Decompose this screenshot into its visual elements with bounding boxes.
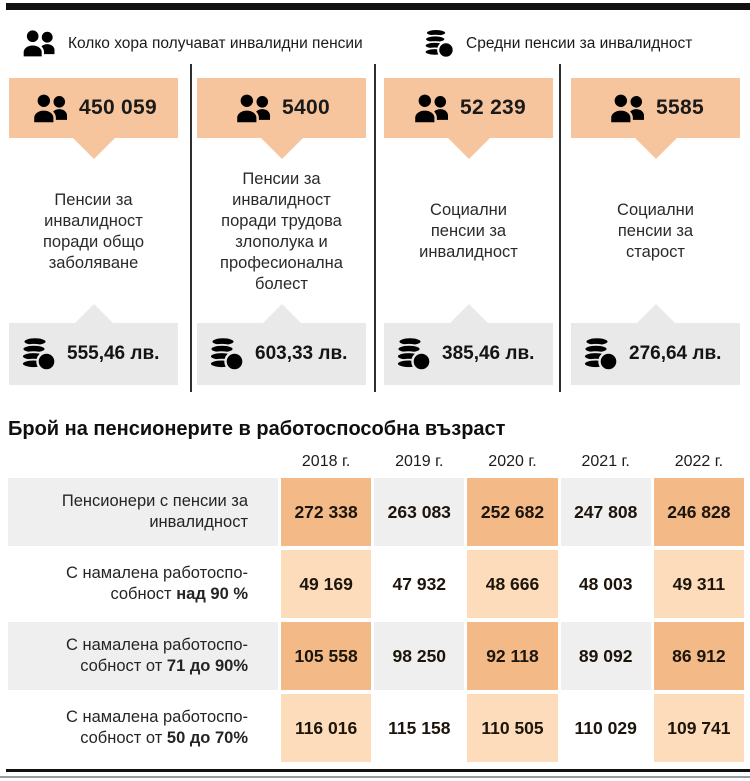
- people-icon: [233, 92, 273, 125]
- table-cell: 110 029: [561, 694, 651, 762]
- bubble-tail: [635, 138, 677, 159]
- table-row: [8, 478, 744, 546]
- card-label: Социални пенсии за старост: [617, 201, 694, 261]
- table-cell: 89 092: [561, 622, 651, 690]
- people-count-bubble: [197, 78, 366, 138]
- legend-item-people: [20, 28, 363, 59]
- people-count-bubble: [384, 78, 553, 138]
- card-social-disability: [375, 62, 562, 398]
- average-amount: 276,64 лв.: [629, 343, 722, 364]
- table-cell: 48 003: [561, 550, 651, 618]
- table-cell: 105 558: [281, 622, 371, 690]
- table-cell: 110 505: [467, 694, 557, 762]
- table-cell: 247 808: [561, 478, 651, 546]
- average-amount: 603,33 лв.: [255, 343, 348, 364]
- card-label: Пенсии за инвалидност поради трудова злополука и професионална болест: [220, 169, 343, 293]
- table-cell: 116 016: [281, 694, 371, 762]
- bottom-rule-gray: [0, 776, 750, 778]
- amount-tail: [637, 304, 675, 323]
- coins-icon: [209, 337, 245, 371]
- year-header: 2020 г.: [488, 453, 537, 470]
- year-header: 2022 г.: [674, 453, 724, 470]
- people-count: 5400: [282, 96, 330, 119]
- card-label: Социални пенсии за инвалидност: [419, 201, 518, 261]
- table-cell: 48 666: [467, 550, 557, 618]
- table-cell: 47 932: [374, 550, 464, 618]
- people-count: 450 059: [78, 96, 157, 119]
- people-icon: [30, 92, 70, 125]
- average-amount-box: [197, 323, 366, 385]
- year-header: 2018 г.: [301, 453, 351, 470]
- legend-item-coins: [424, 28, 692, 59]
- people-count-bubble: [9, 78, 178, 138]
- legend-coins-label: Средни пенсии за инвалидност: [466, 34, 693, 52]
- pension-cards: [0, 62, 750, 398]
- card-general-illness: [0, 62, 187, 398]
- table-cell: 263 083: [374, 478, 464, 546]
- table-cell: 246 828: [654, 478, 744, 546]
- bubble-tail: [448, 138, 490, 159]
- bubble-tail: [261, 138, 303, 159]
- coins-icon: [21, 337, 57, 371]
- average-amount-box: [9, 323, 178, 385]
- coins-icon: [583, 337, 619, 371]
- table-cell: 49 169: [281, 550, 371, 618]
- average-amount: 385,46 лв.: [442, 343, 535, 364]
- table-row: [8, 694, 744, 762]
- average-amount-box: [384, 323, 553, 385]
- year-header: 2021 г.: [581, 453, 630, 470]
- card-work-accident: [188, 62, 375, 398]
- average-amount: 555,46 лв.: [67, 343, 160, 364]
- table-cell: 109 741: [654, 694, 744, 762]
- card-social-old-age: [562, 62, 749, 398]
- year-header: 2019 г.: [395, 453, 444, 470]
- table-cell: 115 158: [374, 694, 464, 762]
- amount-tail: [75, 304, 113, 323]
- legend-people-label: Колко хора получават инвалидни пенсии: [68, 34, 363, 52]
- table-title: Брой на пенсионерите в работоспособна възраст: [8, 418, 506, 440]
- people-count-bubble: [571, 78, 740, 138]
- row-label: С намалена работоспо- собност от 50 до 70%: [8, 694, 278, 762]
- people-icon: [20, 28, 57, 59]
- bubble-tail: [73, 138, 115, 159]
- amount-tail: [450, 304, 488, 323]
- legend: [0, 24, 750, 62]
- pensioners-table: [8, 412, 744, 762]
- amount-tail: [263, 304, 301, 323]
- bottom-rule-black: [6, 769, 750, 772]
- table-cell: 92 118: [467, 622, 557, 690]
- table-row: [8, 622, 744, 690]
- table-cell: 272 338: [281, 478, 371, 546]
- row-label: С намалена работоспо- собност от 71 до 90%: [8, 622, 278, 690]
- people-icon: [607, 92, 647, 125]
- table-row: [8, 550, 744, 618]
- table-cell: 98 250: [374, 622, 464, 690]
- table-cell: 252 682: [467, 478, 557, 546]
- table-cell: 86 912: [654, 622, 744, 690]
- coins-icon: [396, 337, 432, 371]
- people-count: 5585: [656, 96, 704, 119]
- table-year-header: [8, 450, 744, 474]
- card-label: Пенсии за инвалидност поради общо заболяване: [42, 190, 145, 272]
- coins-icon: [424, 28, 455, 59]
- row-label: С намалена работоспо- собност над 90 %: [8, 550, 278, 618]
- people-icon: [411, 92, 451, 125]
- table-cell: 49 311: [654, 550, 744, 618]
- top-rule: [6, 3, 750, 10]
- average-amount-box: [571, 323, 740, 385]
- row-label: Пенсионери с пенсии за инвалидност: [8, 478, 278, 546]
- people-count: 52 239: [459, 96, 527, 119]
